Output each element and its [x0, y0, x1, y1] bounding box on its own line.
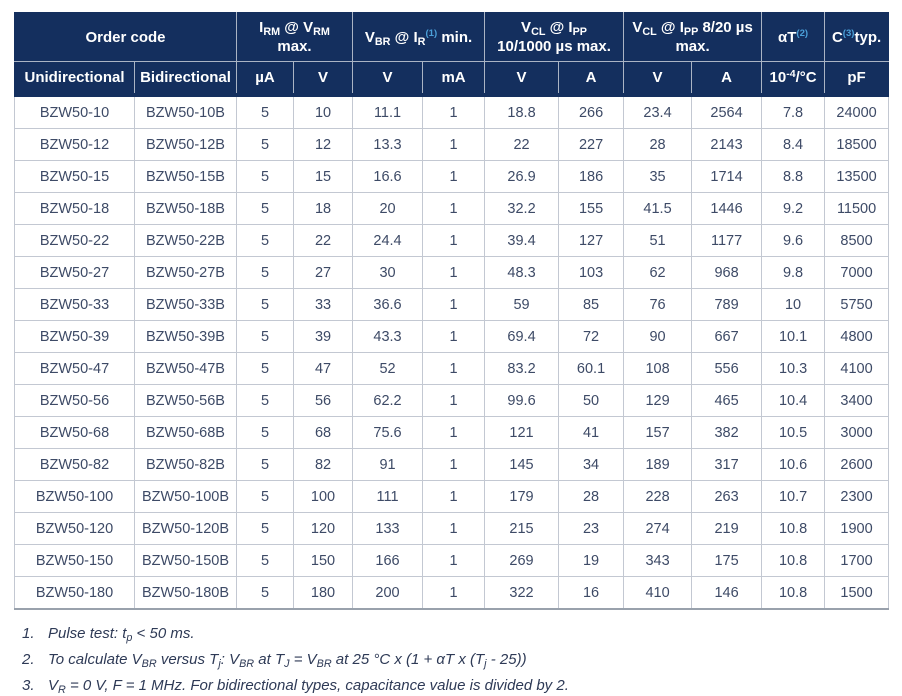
cell-vcl-8-20-v: 28 — [624, 129, 692, 161]
header-vbr-ir: $V_{BR}$ @ $I_R^{(1)}$ min. — [353, 13, 485, 62]
cell-ir-ma: 1 — [423, 513, 485, 545]
cell-ipp-10-1000-a: 41 — [559, 417, 624, 449]
cell-vbr-v: 91 — [353, 449, 423, 481]
cell-vcl-10-1000-v: 215 — [485, 513, 559, 545]
cell-vbr-v: 20 — [353, 193, 423, 225]
footnote-3 — [22, 677, 902, 695]
footnote-number: 3. — [22, 677, 35, 694]
cell-vcl-8-20-v: 189 — [624, 449, 692, 481]
cell-ipp-8-20-a: 465 — [692, 385, 762, 417]
cell-vbr-v: 11.1 — [353, 95, 423, 129]
cell-bidirectional: BZW50-82B — [135, 449, 237, 481]
cell-c-pf: 2600 — [825, 449, 889, 481]
cell-bidirectional: BZW50-18B — [135, 193, 237, 225]
subheader-a-ipp1: A — [559, 62, 624, 96]
cell-ipp-8-20-a: 382 — [692, 417, 762, 449]
cell-vbr-v: 200 — [353, 577, 423, 610]
cell-ipp-10-1000-a: 85 — [559, 289, 624, 321]
cell-vbr-v: 16.6 — [353, 161, 423, 193]
cell-bidirectional: BZW50-180B — [135, 577, 237, 610]
table-row — [15, 257, 889, 289]
cell-unidirectional: BZW50-18 — [15, 193, 135, 225]
cell-vcl-10-1000-v: 69.4 — [485, 321, 559, 353]
cell-irm-ua: 5 — [237, 545, 294, 577]
cell-bidirectional: BZW50-39B — [135, 321, 237, 353]
cell-vrm-v: 18 — [294, 193, 353, 225]
cell-vrm-v: 68 — [294, 417, 353, 449]
cell-vbr-v: 133 — [353, 513, 423, 545]
cell-ipp-10-1000-a: 127 — [559, 225, 624, 257]
cell-ipp-10-1000-a: 103 — [559, 257, 624, 289]
cell-bidirectional: BZW50-47B — [135, 353, 237, 385]
cell-vrm-v: 47 — [294, 353, 353, 385]
cell-irm-ua: 5 — [237, 129, 294, 161]
cell-alpha-t: 9.2 — [762, 193, 825, 225]
cell-unidirectional: BZW50-180 — [15, 577, 135, 610]
cell-ipp-8-20-a: 1177 — [692, 225, 762, 257]
cell-alpha-t: 9.6 — [762, 225, 825, 257]
cell-ipp-8-20-a: 968 — [692, 257, 762, 289]
table-row — [15, 353, 889, 385]
header-c-typ: C$^{(3)}$typ. — [825, 13, 889, 62]
table-row — [15, 129, 889, 161]
cell-c-pf: 1700 — [825, 545, 889, 577]
table-body — [15, 95, 889, 609]
subheader-ua: µA — [237, 62, 294, 96]
electrical-characteristics-table — [14, 12, 889, 610]
header-group-row — [15, 13, 889, 62]
cell-ir-ma: 1 — [423, 129, 485, 161]
cell-irm-ua: 5 — [237, 481, 294, 513]
footnote-number: 2. — [22, 651, 35, 668]
cell-irm-ua: 5 — [237, 321, 294, 353]
cell-vcl-10-1000-v: 39.4 — [485, 225, 559, 257]
cell-vrm-v: 39 — [294, 321, 353, 353]
cell-irm-ua: 5 — [237, 289, 294, 321]
table-row — [15, 193, 889, 225]
header-order-code: Order code — [15, 13, 237, 62]
cell-ir-ma: 1 — [423, 95, 485, 129]
cell-bidirectional: BZW50-10B — [135, 95, 237, 129]
cell-ir-ma: 1 — [423, 449, 485, 481]
cell-ipp-10-1000-a: 16 — [559, 577, 624, 610]
cell-vcl-10-1000-v: 32.2 — [485, 193, 559, 225]
cell-alpha-t: 9.8 — [762, 257, 825, 289]
cell-c-pf: 1500 — [825, 577, 889, 610]
cell-alpha-t: 10.8 — [762, 577, 825, 610]
cell-unidirectional: BZW50-82 — [15, 449, 135, 481]
cell-vcl-8-20-v: 90 — [624, 321, 692, 353]
subheader-alpha-unit: $10^{-4}/^\circ C$ — [762, 62, 825, 96]
cell-c-pf: 4800 — [825, 321, 889, 353]
cell-ipp-10-1000-a: 28 — [559, 481, 624, 513]
cell-vbr-v: 52 — [353, 353, 423, 385]
table-row — [15, 577, 889, 610]
cell-c-pf: 5750 — [825, 289, 889, 321]
cell-vrm-v: 10 — [294, 95, 353, 129]
cell-ir-ma: 1 — [423, 289, 485, 321]
cell-ipp-10-1000-a: 23 — [559, 513, 624, 545]
cell-alpha-t: 7.8 — [762, 95, 825, 129]
cell-ipp-10-1000-a: 227 — [559, 129, 624, 161]
cell-ir-ma: 1 — [423, 545, 485, 577]
cell-vrm-v: 15 — [294, 161, 353, 193]
cell-vcl-10-1000-v: 48.3 — [485, 257, 559, 289]
cell-vcl-10-1000-v: 18.8 — [485, 95, 559, 129]
cell-c-pf: 7000 — [825, 257, 889, 289]
cell-c-pf: 4100 — [825, 353, 889, 385]
cell-unidirectional: BZW50-68 — [15, 417, 135, 449]
cell-unidirectional: BZW50-56 — [15, 385, 135, 417]
cell-alpha-t: 10 — [762, 289, 825, 321]
cell-ir-ma: 1 — [423, 481, 485, 513]
subheader-unidirectional: Unidirectional — [15, 62, 135, 96]
table-row — [15, 545, 889, 577]
footnote-1 — [22, 625, 902, 643]
cell-vcl-8-20-v: 35 — [624, 161, 692, 193]
cell-alpha-t: 10.5 — [762, 417, 825, 449]
cell-vbr-v: 75.6 — [353, 417, 423, 449]
cell-bidirectional: BZW50-22B — [135, 225, 237, 257]
cell-vrm-v: 120 — [294, 513, 353, 545]
cell-bidirectional: BZW50-100B — [135, 481, 237, 513]
cell-unidirectional: BZW50-120 — [15, 513, 135, 545]
cell-alpha-t: 10.8 — [762, 513, 825, 545]
cell-vcl-8-20-v: 129 — [624, 385, 692, 417]
cell-irm-ua: 5 — [237, 385, 294, 417]
cell-bidirectional: BZW50-12B — [135, 129, 237, 161]
table-row — [15, 449, 889, 481]
cell-vcl-10-1000-v: 22 — [485, 129, 559, 161]
cell-vcl-8-20-v: 228 — [624, 481, 692, 513]
cell-vcl-10-1000-v: 26.9 — [485, 161, 559, 193]
cell-ipp-8-20-a: 556 — [692, 353, 762, 385]
cell-bidirectional: BZW50-120B — [135, 513, 237, 545]
cell-unidirectional: BZW50-15 — [15, 161, 135, 193]
cell-ipp-8-20-a: 667 — [692, 321, 762, 353]
cell-vbr-v: 13.3 — [353, 129, 423, 161]
table-row — [15, 225, 889, 257]
cell-ir-ma: 1 — [423, 417, 485, 449]
footnote-text: To calculate $V_{BR}$ versus $T_j$: $V_{BR}$ at $T_J = V_{BR}$ at 25 °C x (1 + αT x $(T_j - 25)$) — [48, 651, 527, 670]
cell-alpha-t: 10.4 — [762, 385, 825, 417]
cell-bidirectional: BZW50-68B — [135, 417, 237, 449]
cell-unidirectional: BZW50-47 — [15, 353, 135, 385]
cell-vcl-8-20-v: 108 — [624, 353, 692, 385]
cell-alpha-t: 8.8 — [762, 161, 825, 193]
cell-unidirectional: BZW50-33 — [15, 289, 135, 321]
cell-vbr-v: 43.3 — [353, 321, 423, 353]
footnote-text: $V_R = 0$ V, F = 1 MHz. For bidirectional types, capacitance value is divided by 2. — [48, 677, 569, 696]
cell-unidirectional: BZW50-10 — [15, 95, 135, 129]
cell-vbr-v: 62.2 — [353, 385, 423, 417]
cell-c-pf: 24000 — [825, 95, 889, 129]
cell-irm-ua: 5 — [237, 95, 294, 129]
subheader-pf: pF — [825, 62, 889, 96]
cell-vcl-8-20-v: 51 — [624, 225, 692, 257]
table-row — [15, 481, 889, 513]
header-vcl-ipp-8-20: $V_{CL}$ @ $I_{PP}$ 8/20 µs max. — [624, 13, 762, 62]
footnote-number: 1. — [22, 625, 35, 642]
header-vcl-ipp-10-1000: $V_{CL}$ @ $I_{PP}$ 10/1000 µs max. — [485, 13, 624, 62]
cell-c-pf: 1900 — [825, 513, 889, 545]
cell-vrm-v: 150 — [294, 545, 353, 577]
cell-vcl-8-20-v: 76 — [624, 289, 692, 321]
cell-bidirectional: BZW50-15B — [135, 161, 237, 193]
cell-ipp-10-1000-a: 60.1 — [559, 353, 624, 385]
cell-vrm-v: 22 — [294, 225, 353, 257]
cell-vrm-v: 100 — [294, 481, 353, 513]
cell-vrm-v: 33 — [294, 289, 353, 321]
header-units-row — [15, 62, 889, 96]
table-header — [15, 13, 889, 96]
subheader-bidirectional: Bidirectional — [135, 62, 237, 96]
cell-ipp-8-20-a: 175 — [692, 545, 762, 577]
subheader-v-vrm: V — [294, 62, 353, 96]
cell-alpha-t: 10.7 — [762, 481, 825, 513]
cell-vcl-10-1000-v: 179 — [485, 481, 559, 513]
cell-bidirectional: BZW50-56B — [135, 385, 237, 417]
cell-unidirectional: BZW50-12 — [15, 129, 135, 161]
cell-bidirectional: BZW50-150B — [135, 545, 237, 577]
cell-ipp-10-1000-a: 155 — [559, 193, 624, 225]
cell-irm-ua: 5 — [237, 449, 294, 481]
cell-vcl-10-1000-v: 121 — [485, 417, 559, 449]
cell-vbr-v: 111 — [353, 481, 423, 513]
cell-vcl-10-1000-v: 83.2 — [485, 353, 559, 385]
cell-ipp-10-1000-a: 34 — [559, 449, 624, 481]
cell-vbr-v: 24.4 — [353, 225, 423, 257]
cell-ipp-10-1000-a: 266 — [559, 95, 624, 129]
cell-ir-ma: 1 — [423, 353, 485, 385]
cell-vcl-10-1000-v: 145 — [485, 449, 559, 481]
cell-vcl-8-20-v: 62 — [624, 257, 692, 289]
cell-ir-ma: 1 — [423, 257, 485, 289]
subheader-ma: mA — [423, 62, 485, 96]
footnotes — [22, 625, 902, 695]
cell-vcl-8-20-v: 410 — [624, 577, 692, 610]
cell-irm-ua: 5 — [237, 225, 294, 257]
table-row — [15, 289, 889, 321]
cell-ipp-8-20-a: 2564 — [692, 95, 762, 129]
cell-alpha-t: 10.3 — [762, 353, 825, 385]
cell-irm-ua: 5 — [237, 577, 294, 610]
cell-unidirectional: BZW50-39 — [15, 321, 135, 353]
cell-irm-ua: 5 — [237, 513, 294, 545]
cell-vcl-10-1000-v: 59 — [485, 289, 559, 321]
cell-ir-ma: 1 — [423, 161, 485, 193]
cell-ir-ma: 1 — [423, 577, 485, 610]
table-row — [15, 513, 889, 545]
header-alpha-t: αT$^{(2)}$ — [762, 13, 825, 62]
subheader-v-vcl1: V — [485, 62, 559, 96]
table-row — [15, 161, 889, 193]
cell-ipp-8-20-a: 1446 — [692, 193, 762, 225]
cell-ipp-8-20-a: 146 — [692, 577, 762, 610]
cell-ipp-8-20-a: 2143 — [692, 129, 762, 161]
cell-irm-ua: 5 — [237, 353, 294, 385]
cell-c-pf: 13500 — [825, 161, 889, 193]
footnote-2 — [22, 651, 902, 669]
cell-vcl-10-1000-v: 99.6 — [485, 385, 559, 417]
cell-vrm-v: 27 — [294, 257, 353, 289]
cell-ir-ma: 1 — [423, 385, 485, 417]
table-row — [15, 417, 889, 449]
header-irm-vrm: $I_{RM}$ @ $V_{RM}$ max. — [237, 13, 353, 62]
cell-vcl-8-20-v: 343 — [624, 545, 692, 577]
cell-c-pf: 8500 — [825, 225, 889, 257]
cell-vrm-v: 56 — [294, 385, 353, 417]
cell-vrm-v: 82 — [294, 449, 353, 481]
cell-unidirectional: BZW50-100 — [15, 481, 135, 513]
cell-alpha-t: 10.1 — [762, 321, 825, 353]
cell-c-pf: 11500 — [825, 193, 889, 225]
cell-c-pf: 3400 — [825, 385, 889, 417]
cell-ipp-10-1000-a: 72 — [559, 321, 624, 353]
cell-alpha-t: 10.8 — [762, 545, 825, 577]
subheader-v-vbr: V — [353, 62, 423, 96]
cell-vrm-v: 180 — [294, 577, 353, 610]
cell-vcl-8-20-v: 23.4 — [624, 95, 692, 129]
table-row — [15, 321, 889, 353]
cell-vcl-8-20-v: 274 — [624, 513, 692, 545]
cell-unidirectional: BZW50-27 — [15, 257, 135, 289]
cell-vcl-10-1000-v: 322 — [485, 577, 559, 610]
cell-unidirectional: BZW50-22 — [15, 225, 135, 257]
cell-irm-ua: 5 — [237, 161, 294, 193]
cell-alpha-t: 10.6 — [762, 449, 825, 481]
datasheet-page — [0, 12, 902, 696]
table-row — [15, 95, 889, 129]
cell-vrm-v: 12 — [294, 129, 353, 161]
cell-vcl-8-20-v: 157 — [624, 417, 692, 449]
cell-irm-ua: 5 — [237, 193, 294, 225]
cell-ir-ma: 1 — [423, 321, 485, 353]
cell-ir-ma: 1 — [423, 225, 485, 257]
cell-ir-ma: 1 — [423, 193, 485, 225]
cell-vbr-v: 166 — [353, 545, 423, 577]
cell-c-pf: 18500 — [825, 129, 889, 161]
cell-c-pf: 2300 — [825, 481, 889, 513]
cell-ipp-8-20-a: 219 — [692, 513, 762, 545]
subheader-a-ipp2: A — [692, 62, 762, 96]
cell-vcl-8-20-v: 41.5 — [624, 193, 692, 225]
cell-irm-ua: 5 — [237, 257, 294, 289]
footnote-text: Pulse test: $t_p < 50$ ms. — [48, 625, 195, 644]
cell-ipp-10-1000-a: 186 — [559, 161, 624, 193]
cell-vcl-10-1000-v: 269 — [485, 545, 559, 577]
cell-irm-ua: 5 — [237, 417, 294, 449]
cell-bidirectional: BZW50-33B — [135, 289, 237, 321]
cell-alpha-t: 8.4 — [762, 129, 825, 161]
cell-ipp-8-20-a: 263 — [692, 481, 762, 513]
cell-vbr-v: 36.6 — [353, 289, 423, 321]
cell-ipp-8-20-a: 1714 — [692, 161, 762, 193]
cell-unidirectional: BZW50-150 — [15, 545, 135, 577]
table-row — [15, 385, 889, 417]
cell-ipp-8-20-a: 317 — [692, 449, 762, 481]
cell-c-pf: 3000 — [825, 417, 889, 449]
cell-ipp-10-1000-a: 19 — [559, 545, 624, 577]
cell-vbr-v: 30 — [353, 257, 423, 289]
cell-ipp-10-1000-a: 50 — [559, 385, 624, 417]
cell-bidirectional: BZW50-27B — [135, 257, 237, 289]
cell-ipp-8-20-a: 789 — [692, 289, 762, 321]
subheader-v-vcl2: V — [624, 62, 692, 96]
